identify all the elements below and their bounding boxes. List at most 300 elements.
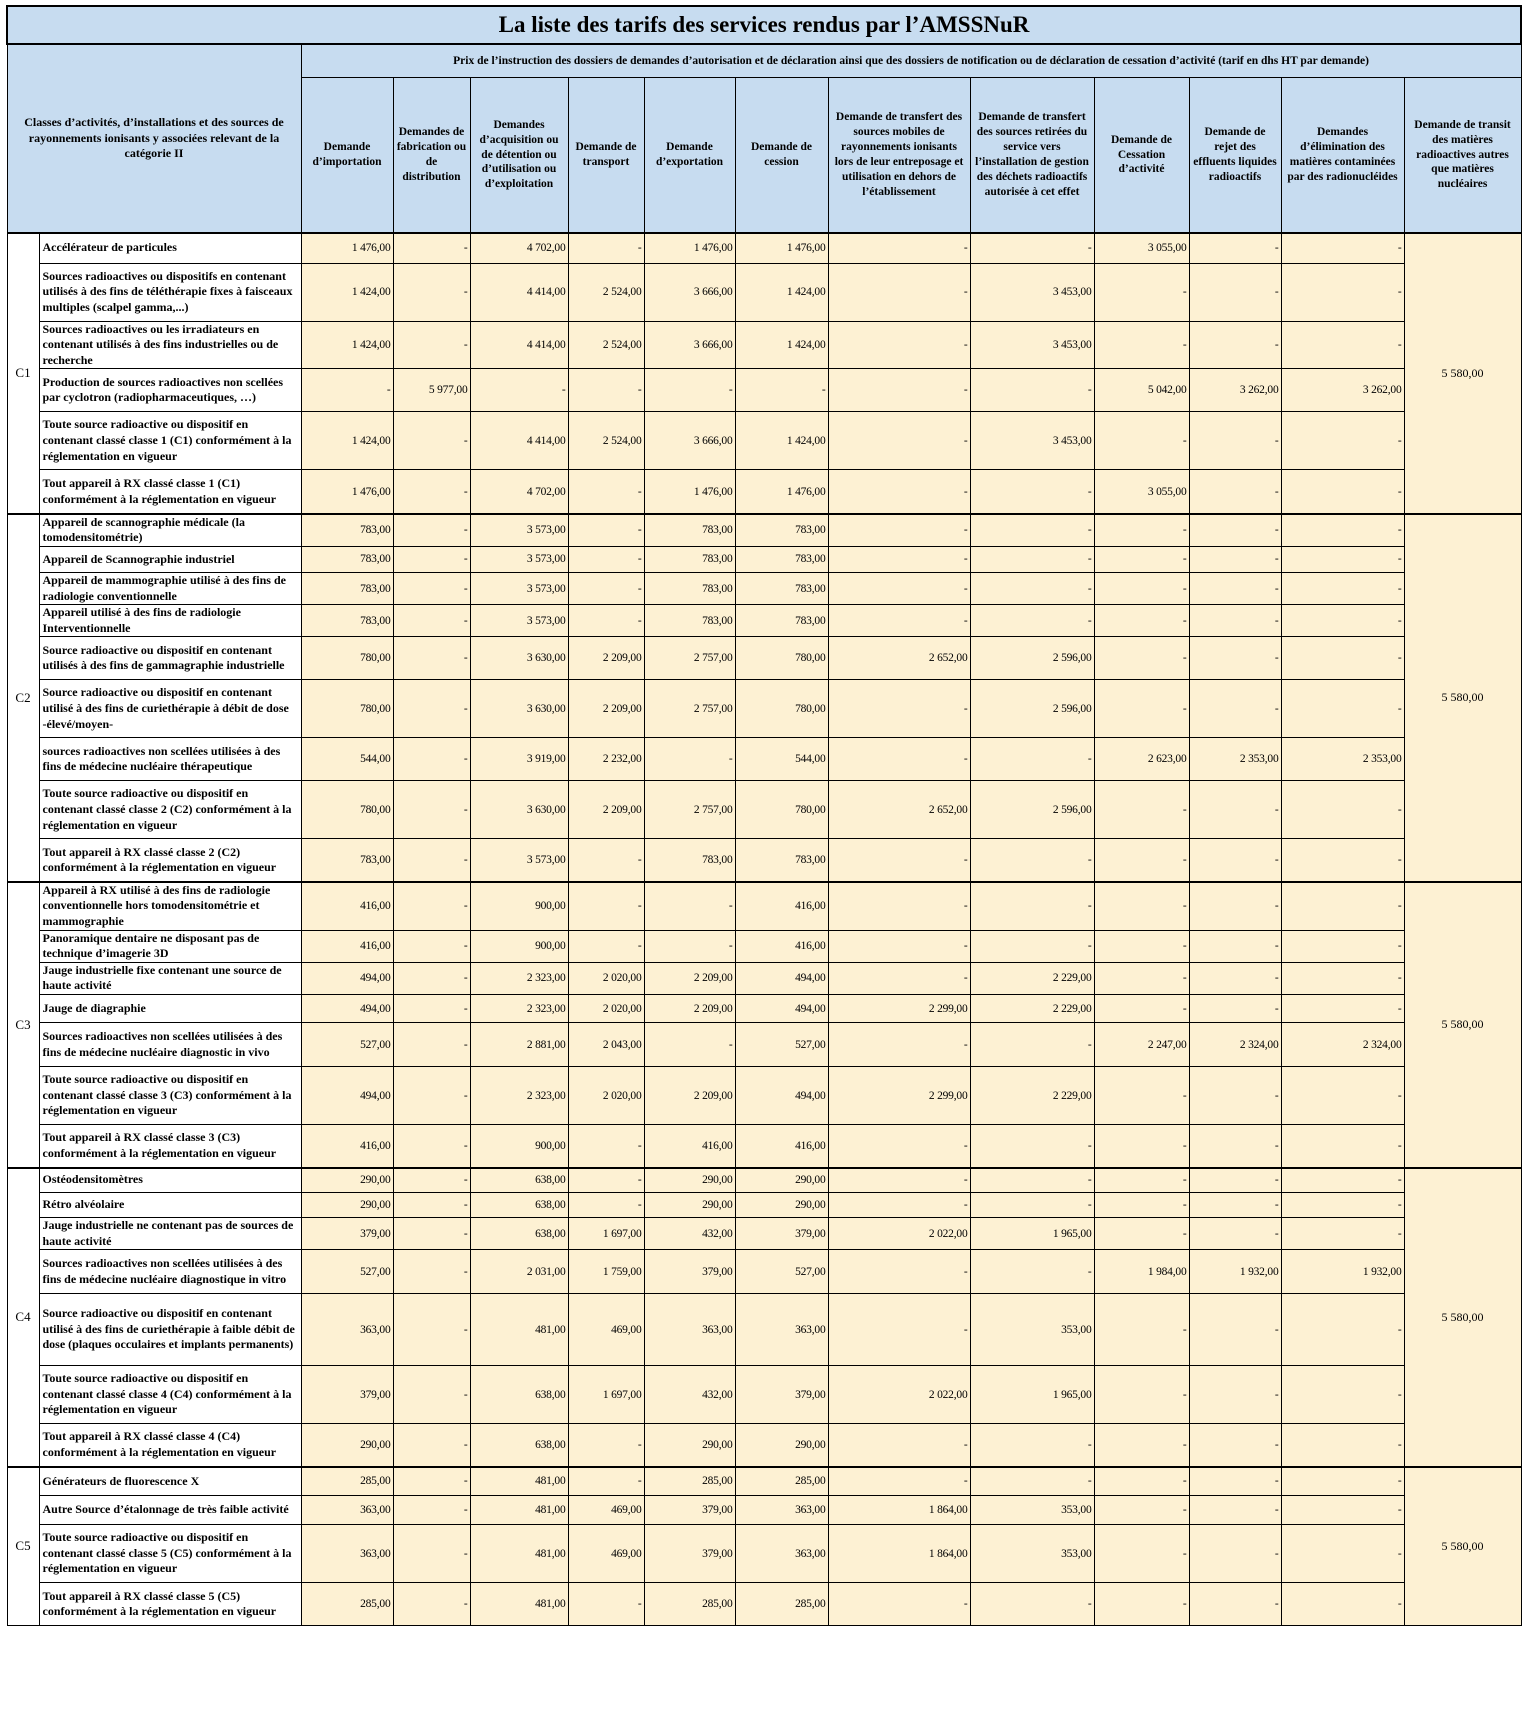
table-row <box>7 1467 1521 1496</box>
table-row <box>7 1496 1521 1525</box>
price-cell: 783,00 <box>735 605 828 637</box>
row-label: Toute source radioactive ou dispositif en contenant classé classe 4 (C4) conformément à la réglementation en vigueur <box>39 1366 301 1424</box>
price-cell: 1 932,00 <box>1281 1250 1404 1294</box>
row-label: Source radioactive ou dispositif en contenant utilisé à des fins de curiethérapie à débit de dose -élevé/moyen- <box>39 680 301 738</box>
price-cell: - <box>970 1193 1094 1218</box>
row-label: Source radioactive ou dispositif en contenant utilisé à des fins de curiethérapie à faible débit de dose (plaques occulaires et implants permanents) <box>39 1294 301 1366</box>
price-cell: 3 453,00 <box>970 263 1094 321</box>
tariff-table <box>6 5 1522 1626</box>
price-cell: 2 247,00 <box>1094 1023 1189 1067</box>
row-label: Sources radioactives ou dispositifs en contenant utilisés à des fins de téléthérapie fixes à faisceaux multiples (scalpel gamma,...) <box>39 263 301 321</box>
row-label: Toute source radioactive ou dispositif en contenant classé classe 5 (C5) conformément à la réglementation en vigueur <box>39 1525 301 1583</box>
table-row <box>7 1294 1521 1366</box>
price-cell: - <box>1094 882 1189 930</box>
price-cell: 1 984,00 <box>1094 1250 1189 1294</box>
price-cell: - <box>1281 412 1404 470</box>
price-cell: - <box>393 962 470 994</box>
price-cell: - <box>568 546 644 572</box>
price-cell: - <box>393 546 470 572</box>
price-cell: 416,00 <box>644 1125 735 1168</box>
price-cell: - <box>393 412 470 470</box>
price-cell: 2 022,00 <box>828 1218 970 1250</box>
price-cell: - <box>393 263 470 321</box>
price-cell: 783,00 <box>735 839 828 882</box>
row-label: Jauge industrielle fixe contenant une source de haute activité <box>39 962 301 994</box>
price-cell: 1 965,00 <box>970 1366 1094 1424</box>
price-cell: 3 573,00 <box>470 572 568 604</box>
price-cell: - <box>828 1250 970 1294</box>
price-cell: 2 209,00 <box>568 781 644 839</box>
price-cell: 5 977,00 <box>393 369 470 412</box>
price-cell: 2 209,00 <box>644 962 735 994</box>
price-cell: 900,00 <box>470 930 568 962</box>
price-cell: 290,00 <box>735 1424 828 1467</box>
price-cell: - <box>1189 263 1281 321</box>
price-cell: - <box>393 1218 470 1250</box>
price-cell: 2 757,00 <box>644 680 735 738</box>
price-cell: 363,00 <box>301 1496 393 1525</box>
price-cell: - <box>1281 572 1404 604</box>
price-cell: 363,00 <box>644 1294 735 1366</box>
price-cell: 2 881,00 <box>470 1023 568 1067</box>
price-cell: 290,00 <box>301 1424 393 1467</box>
column-header: Demandes d’élimination des matières contaminées par des radionucléides <box>1281 78 1404 234</box>
price-cell: - <box>568 1467 644 1496</box>
price-cell: 363,00 <box>301 1525 393 1583</box>
price-cell: - <box>1281 1067 1404 1125</box>
price-cell: - <box>1094 1525 1189 1583</box>
price-cell: 481,00 <box>470 1467 568 1496</box>
price-cell: - <box>393 1193 470 1218</box>
price-cell: - <box>1189 995 1281 1023</box>
price-cell: - <box>1094 263 1189 321</box>
price-cell: - <box>970 514 1094 547</box>
price-cell: - <box>568 233 644 263</box>
price-cell: 783,00 <box>735 514 828 547</box>
price-cell: 2 209,00 <box>644 995 735 1023</box>
row-label: Source radioactive ou dispositif en contenant utilisés à des fins de gammagraphie industrielle <box>39 637 301 680</box>
price-cell: - <box>393 1125 470 1168</box>
price-cell: - <box>1281 995 1404 1023</box>
table-row <box>7 470 1521 514</box>
price-cell: 285,00 <box>644 1467 735 1496</box>
price-cell: 2 757,00 <box>644 781 735 839</box>
price-cell: 290,00 <box>735 1193 828 1218</box>
price-cell: - <box>1189 1294 1281 1366</box>
row-label: Ostéodensitomètres <box>39 1168 301 1193</box>
price-cell: - <box>828 514 970 547</box>
price-cell: 3 919,00 <box>470 738 568 781</box>
price-cell: - <box>1094 1424 1189 1467</box>
price-cell: 1 697,00 <box>568 1366 644 1424</box>
price-cell: - <box>393 637 470 680</box>
price-cell: - <box>828 572 970 604</box>
price-cell: 3 262,00 <box>1281 369 1404 412</box>
price-cell: - <box>970 1424 1094 1467</box>
price-cell: - <box>970 1583 1094 1626</box>
price-cell: 638,00 <box>470 1424 568 1467</box>
table-row <box>7 1023 1521 1067</box>
price-cell: - <box>1281 233 1404 263</box>
price-cell: 780,00 <box>735 781 828 839</box>
price-cell: 2 020,00 <box>568 962 644 994</box>
price-cell: 416,00 <box>301 1125 393 1168</box>
price-cell: - <box>1281 1496 1404 1525</box>
price-cell: 2 623,00 <box>1094 738 1189 781</box>
price-cell: - <box>1189 1496 1281 1525</box>
price-cell: - <box>970 1168 1094 1193</box>
table-row <box>7 546 1521 572</box>
price-cell: 1 759,00 <box>568 1250 644 1294</box>
table-row <box>7 1067 1521 1125</box>
price-cell: 1 965,00 <box>970 1218 1094 1250</box>
table-row <box>7 1525 1521 1583</box>
class-cell: C5 <box>7 1467 39 1626</box>
price-cell: 544,00 <box>735 738 828 781</box>
price-cell: 3 630,00 <box>470 680 568 738</box>
column-header: Demande de rejet des effluents liquides radioactifs <box>1189 78 1281 234</box>
table-row <box>7 1250 1521 1294</box>
price-cell: 2 299,00 <box>828 1067 970 1125</box>
transit-cell: 5 580,00 <box>1404 882 1521 1168</box>
row-label: Générateurs de fluorescence X <box>39 1467 301 1496</box>
price-cell: 783,00 <box>644 839 735 882</box>
price-cell: - <box>1094 546 1189 572</box>
tariff-rows <box>7 233 1521 1626</box>
table-row <box>7 1193 1521 1218</box>
price-cell: - <box>1094 605 1189 637</box>
price-cell: 783,00 <box>301 605 393 637</box>
price-cell: 353,00 <box>970 1496 1094 1525</box>
table-row <box>7 321 1521 369</box>
price-cell: - <box>393 1583 470 1626</box>
price-cell: 416,00 <box>735 882 828 930</box>
price-cell: - <box>828 738 970 781</box>
price-cell: 2 353,00 <box>1189 738 1281 781</box>
column-header: Demande de transfert des sources mobiles de rayonnements ionisants lors de leur entreposage et utilisation en dehors de l’établissement <box>828 78 970 234</box>
price-cell: 4 414,00 <box>470 321 568 369</box>
price-cell: - <box>1094 1366 1189 1424</box>
classes-column-header: Classes d’activités, d’installations et des sources de rayonnements ionisants y associées relevant de la catégorie II <box>7 44 301 233</box>
price-cell: 780,00 <box>301 781 393 839</box>
price-cell: - <box>828 233 970 263</box>
table-row <box>7 680 1521 738</box>
transit-cell: 5 580,00 <box>1404 233 1521 514</box>
row-label: Sources radioactives non scellées utilisées à des fins de médecine nucléaire diagnostique in vitro <box>39 1250 301 1294</box>
price-cell: 469,00 <box>568 1294 644 1366</box>
price-cell: 3 666,00 <box>644 412 735 470</box>
transit-cell: 5 580,00 <box>1404 1467 1521 1626</box>
price-cell: 2 209,00 <box>568 680 644 738</box>
price-cell: - <box>1094 637 1189 680</box>
price-cell: 1 932,00 <box>1189 1250 1281 1294</box>
price-cell: - <box>828 930 970 962</box>
price-cell: - <box>1189 514 1281 547</box>
price-cell: - <box>393 1467 470 1496</box>
price-cell: 285,00 <box>301 1583 393 1626</box>
row-label: Appareil de mammographie utilisé à des fins de radiologie conventionnelle <box>39 572 301 604</box>
price-cell: - <box>393 882 470 930</box>
price-cell: - <box>970 1125 1094 1168</box>
price-cell: - <box>644 930 735 962</box>
price-cell: 379,00 <box>644 1525 735 1583</box>
price-cell: - <box>970 572 1094 604</box>
price-cell: - <box>393 738 470 781</box>
price-cell: - <box>1189 781 1281 839</box>
price-cell: - <box>828 1193 970 1218</box>
price-cell: 290,00 <box>644 1168 735 1193</box>
row-label: Jauge industrielle ne contenant pas de sources de haute activité <box>39 1218 301 1250</box>
price-cell: - <box>393 680 470 738</box>
price-cell: - <box>1189 1583 1281 1626</box>
price-cell: 353,00 <box>970 1525 1094 1583</box>
table-row <box>7 1168 1521 1193</box>
price-cell: 3 666,00 <box>644 321 735 369</box>
row-label: Rétro alvéolaire <box>39 1193 301 1218</box>
price-cell: 481,00 <box>470 1496 568 1525</box>
price-cell: - <box>1189 1366 1281 1424</box>
price-cell: 481,00 <box>470 1525 568 1583</box>
price-cell: - <box>970 233 1094 263</box>
price-cell: - <box>393 1067 470 1125</box>
price-cell: 416,00 <box>735 930 828 962</box>
price-cell: 2 031,00 <box>470 1250 568 1294</box>
price-cell: 780,00 <box>735 637 828 680</box>
price-cell: - <box>1094 1125 1189 1168</box>
price-cell: 3 055,00 <box>1094 470 1189 514</box>
price-cell: - <box>393 1168 470 1193</box>
table-row <box>7 995 1521 1023</box>
price-cell: - <box>1189 962 1281 994</box>
price-cell: - <box>1189 1168 1281 1193</box>
row-label: Toute source radioactive ou dispositif en contenant classé classe 3 (C3) conformément à la réglementation en vigueur <box>39 1067 301 1125</box>
price-cell: - <box>644 882 735 930</box>
price-cell: 1 424,00 <box>301 321 393 369</box>
price-cell: - <box>1189 930 1281 962</box>
price-cell: - <box>1189 1424 1281 1467</box>
price-cell: - <box>1189 882 1281 930</box>
price-cell: 780,00 <box>301 637 393 680</box>
row-label: Accélérateur de particules <box>39 233 301 263</box>
price-cell: 638,00 <box>470 1218 568 1250</box>
price-cell: - <box>1094 1496 1189 1525</box>
price-cell: 3 453,00 <box>970 321 1094 369</box>
price-cell: 783,00 <box>301 514 393 547</box>
price-cell: - <box>568 369 644 412</box>
transit-cell: 5 580,00 <box>1404 514 1521 882</box>
price-cell: 900,00 <box>470 1125 568 1168</box>
price-cell: - <box>970 1023 1094 1067</box>
price-cell: 363,00 <box>735 1496 828 1525</box>
table-row <box>7 572 1521 604</box>
table-row <box>7 263 1521 321</box>
price-cell: 2 209,00 <box>644 1067 735 1125</box>
table-row <box>7 1366 1521 1424</box>
price-cell: 2 232,00 <box>568 738 644 781</box>
row-label: Tout appareil à RX classé classe 5 (C5) conformément à la réglementation en vigueur <box>39 1583 301 1626</box>
price-cell: 2 022,00 <box>828 1366 970 1424</box>
price-cell: - <box>1189 412 1281 470</box>
price-cell: - <box>1281 605 1404 637</box>
price-cell: 2 323,00 <box>470 962 568 994</box>
price-cell: - <box>1189 233 1281 263</box>
price-cell: - <box>970 546 1094 572</box>
price-cell: - <box>828 962 970 994</box>
price-cell: 2 596,00 <box>970 680 1094 738</box>
price-cell: - <box>1094 1067 1189 1125</box>
column-header: Demande de transit des matières radioactives autres que matières nucléaires <box>1404 78 1521 234</box>
price-cell: 416,00 <box>301 882 393 930</box>
price-cell: 2 209,00 <box>568 637 644 680</box>
price-cell: 1 476,00 <box>735 233 828 263</box>
table-row <box>7 514 1521 547</box>
price-cell: - <box>1189 1525 1281 1583</box>
price-cell: - <box>644 1023 735 1067</box>
column-header: Demande d’exportation <box>644 78 735 234</box>
price-cell: - <box>568 572 644 604</box>
price-cell: - <box>1281 680 1404 738</box>
price-cell: 290,00 <box>644 1424 735 1467</box>
price-cell: - <box>828 1294 970 1366</box>
row-label: Sources radioactives ou les irradiateurs en contenant utilisés à des fins industrielles ou de recherche <box>39 321 301 369</box>
price-cell: - <box>1281 839 1404 882</box>
price-cell: 2 043,00 <box>568 1023 644 1067</box>
price-cell: - <box>1189 680 1281 738</box>
price-cell: - <box>1094 1294 1189 1366</box>
column-header: Demande de transfert des sources retirées du service vers l’installation de gestion des déchets radioactifs autorisée à cet effet <box>970 78 1094 234</box>
price-cell: - <box>1094 930 1189 962</box>
price-cell: - <box>970 882 1094 930</box>
table-row <box>7 1218 1521 1250</box>
price-cell: 527,00 <box>301 1023 393 1067</box>
price-cell: 494,00 <box>735 1067 828 1125</box>
column-header: Demande de cession <box>735 78 828 234</box>
price-cell: - <box>1189 605 1281 637</box>
price-cell: 379,00 <box>301 1366 393 1424</box>
price-cell: 527,00 <box>735 1023 828 1067</box>
price-cell: - <box>1189 1218 1281 1250</box>
price-cell: 783,00 <box>301 572 393 604</box>
price-cell: - <box>1281 1467 1404 1496</box>
price-cell: - <box>1281 470 1404 514</box>
price-cell: - <box>1094 1467 1189 1496</box>
price-cell: 2 652,00 <box>828 637 970 680</box>
price-cell: - <box>970 1250 1094 1294</box>
price-cell: - <box>393 1366 470 1424</box>
price-cell: 1 476,00 <box>301 470 393 514</box>
price-cell: 2 020,00 <box>568 995 644 1023</box>
price-cell: - <box>1189 839 1281 882</box>
price-cell: 783,00 <box>644 546 735 572</box>
price-cell: - <box>828 680 970 738</box>
price-cell: 2 524,00 <box>568 412 644 470</box>
price-cell: - <box>1281 1366 1404 1424</box>
price-cell: - <box>1094 321 1189 369</box>
table-row <box>7 605 1521 637</box>
price-cell: - <box>568 1125 644 1168</box>
price-cell: 290,00 <box>301 1168 393 1193</box>
price-cell: - <box>828 546 970 572</box>
price-cell: - <box>393 321 470 369</box>
table-row <box>7 1125 1521 1168</box>
price-cell: 2 757,00 <box>644 637 735 680</box>
price-cell: - <box>568 1424 644 1467</box>
price-cell: - <box>1281 1424 1404 1467</box>
price-cell: - <box>1094 412 1189 470</box>
column-header: Demandes d’acquisition ou de détention ou d’utilisation ou d’exploitation <box>470 78 568 234</box>
price-cell: 2 323,00 <box>470 1067 568 1125</box>
table-row <box>7 1583 1521 1626</box>
price-cell: 494,00 <box>301 995 393 1023</box>
table-row <box>7 637 1521 680</box>
price-cell: 494,00 <box>735 995 828 1023</box>
price-cell: - <box>1281 1294 1404 1366</box>
price-cell: - <box>970 839 1094 882</box>
price-cell: - <box>970 738 1094 781</box>
price-cell: - <box>568 1193 644 1218</box>
price-cell: - <box>393 605 470 637</box>
price-cell: - <box>1094 1218 1189 1250</box>
price-cell: - <box>393 1424 470 1467</box>
class-cell: C4 <box>7 1168 39 1467</box>
class-cell: C2 <box>7 514 39 882</box>
row-label: Jauge de diagraphie <box>39 995 301 1023</box>
price-cell: 3 262,00 <box>1189 369 1281 412</box>
price-cell: - <box>393 839 470 882</box>
price-cell: - <box>1281 962 1404 994</box>
price-cell: 900,00 <box>470 882 568 930</box>
price-cell: 780,00 <box>735 680 828 738</box>
price-cell: 1 864,00 <box>828 1525 970 1583</box>
price-cell: 638,00 <box>470 1366 568 1424</box>
price-cell: 638,00 <box>470 1193 568 1218</box>
price-cell: - <box>1094 572 1189 604</box>
table-row <box>7 369 1521 412</box>
column-header: Demandes de fabrication ou de distribution <box>393 78 470 234</box>
row-label: Appareil de scannographie médicale (la tomodensitométrie) <box>39 514 301 547</box>
row-label: Appareil utilisé à des fins de radiologie Interventionnelle <box>39 605 301 637</box>
price-cell: - <box>1281 546 1404 572</box>
price-cell: - <box>1094 839 1189 882</box>
row-label: Tout appareil à RX classé classe 2 (C2) conformément à la réglementation en vigueur <box>39 839 301 882</box>
table-row <box>7 738 1521 781</box>
price-cell: - <box>393 233 470 263</box>
table-row <box>7 839 1521 882</box>
row-label: Toute source radioactive ou dispositif en contenant classé classe 1 (C1) conformément à la réglementation en vigueur <box>39 412 301 470</box>
price-cell: - <box>393 1250 470 1294</box>
price-cell: - <box>828 1023 970 1067</box>
price-cell: 5 042,00 <box>1094 369 1189 412</box>
price-cell: 780,00 <box>301 680 393 738</box>
price-cell: 2 299,00 <box>828 995 970 1023</box>
row-label: Tout appareil à RX classé classe 3 (C3) conformément à la réglementation en vigueur <box>39 1125 301 1168</box>
price-cell: - <box>301 369 393 412</box>
price-cell: 290,00 <box>735 1168 828 1193</box>
price-cell: - <box>1094 1168 1189 1193</box>
price-cell: 1 424,00 <box>735 412 828 470</box>
price-cell: - <box>1281 781 1404 839</box>
price-cell: 1 424,00 <box>735 263 828 321</box>
price-cell: 469,00 <box>568 1496 644 1525</box>
price-cell: 4 414,00 <box>470 412 568 470</box>
price-cell: 494,00 <box>735 962 828 994</box>
price-cell: 4 702,00 <box>470 233 568 263</box>
table-row <box>7 962 1521 994</box>
price-cell: - <box>970 1467 1094 1496</box>
price-cell: 494,00 <box>301 1067 393 1125</box>
price-cell: 285,00 <box>301 1467 393 1496</box>
price-cell: 527,00 <box>301 1250 393 1294</box>
